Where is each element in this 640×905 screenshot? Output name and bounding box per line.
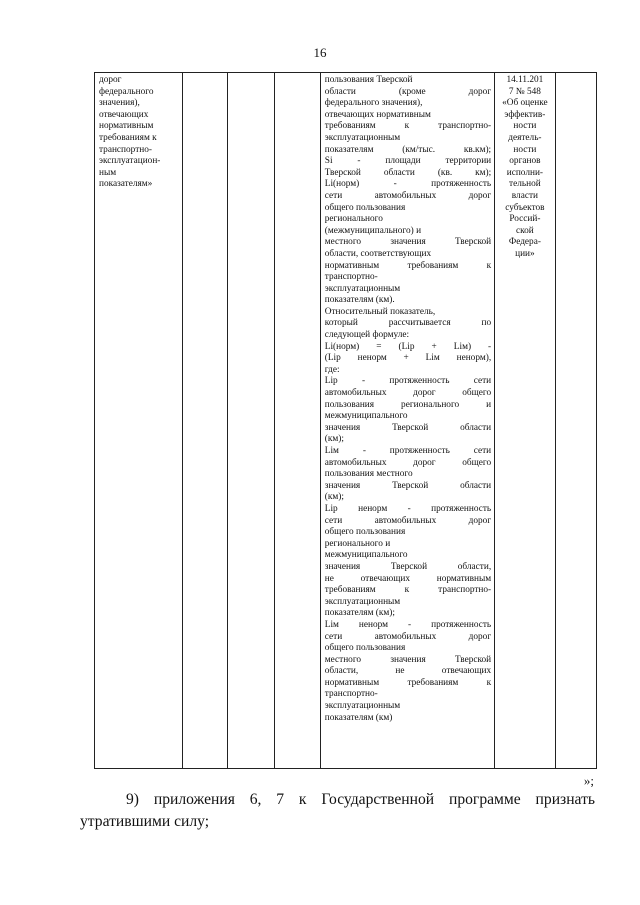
table-cell-empty: [555, 73, 596, 769]
text-line: эксплуатационным: [324, 596, 401, 607]
text-line: Liм ненорм - протяженность: [324, 619, 492, 630]
text-line: (Lip ненорм + Liм ненорм),: [324, 353, 492, 364]
text-line: показателям (км/тыс. кв.км);: [324, 144, 492, 155]
text-line: показателям»: [99, 179, 153, 190]
text-line: значения),: [99, 98, 140, 109]
text-line: области (кроме дорог: [324, 86, 492, 97]
text-line: деятель-: [508, 132, 542, 143]
text-line: эксплуатацион-: [99, 156, 161, 167]
text-line: области, соответствующих: [324, 248, 432, 259]
text-line: ской: [515, 225, 534, 236]
text-line: транспортно-: [324, 689, 378, 700]
text-line: исполни-: [506, 167, 544, 178]
text-line: эксплуатационным: [324, 701, 401, 712]
closing-quote: »;: [583, 773, 594, 788]
table-cell-empty: [275, 73, 320, 769]
text-line: тельной: [509, 179, 541, 190]
text-line: автомобильных дорог общего: [324, 388, 492, 399]
text-line: следующей формуле:: [324, 330, 410, 341]
text-line: ции»: [515, 248, 535, 259]
text-line: Россий-: [509, 214, 541, 225]
text-line: значения Тверской области: [324, 422, 492, 433]
text-line: общего пользования: [324, 202, 406, 213]
text-line: не отвечающих нормативным: [324, 573, 492, 584]
text-line: пользования местного: [324, 469, 413, 480]
text-line: показателям (км);: [324, 608, 395, 619]
text-line: эксплуатационным: [324, 283, 401, 294]
text-line: показателям (км).: [324, 295, 395, 306]
text-line: области, не отвечающих: [324, 666, 492, 677]
text-line: регионального и: [324, 538, 391, 549]
table-cell-indicator: [95, 73, 183, 769]
text-line: ным: [99, 167, 117, 178]
text-line: значения Тверской области: [324, 480, 492, 491]
text-line: межмуниципального: [324, 550, 408, 561]
paragraph-line-2: утратившими силу;: [80, 813, 210, 830]
text-line: регионального: [324, 214, 383, 225]
text-line: отвечающих: [99, 109, 149, 120]
indicator-text: [95, 73, 182, 191]
text-line: Относительный показатель,: [324, 306, 436, 317]
text-line: местного значения Тверской: [324, 237, 492, 248]
text-line: Lip - протяженность сети: [324, 376, 492, 387]
text-line: 14.11.201: [506, 75, 544, 85]
text-line: федерального значения),: [324, 98, 423, 109]
text-line: сети автомобильных дорог: [324, 515, 492, 526]
text-line: Федера-: [508, 237, 541, 248]
table-cell-empty: [182, 73, 227, 769]
text-line: 7 № 548: [508, 86, 541, 97]
text-line: Lip ненорм - протяженность: [324, 503, 492, 514]
text-line: сети автомобильных дорог: [324, 190, 492, 201]
text-line: Si - площади территории: [324, 156, 492, 167]
text-line: требованиям к транспортно-: [324, 585, 492, 596]
text-line: показателям (км): [324, 712, 393, 723]
text-line: власти: [511, 190, 538, 201]
text-line: общего пользования: [324, 643, 406, 654]
text-line: местного значения Тверской: [324, 654, 492, 665]
text-line: органов: [509, 156, 541, 167]
text-line: Li(норм) - протяженность: [324, 179, 492, 190]
text-line: (межмуниципального) и: [324, 225, 422, 236]
table-cell-source: [495, 73, 555, 769]
table-cell-empty: [228, 73, 275, 769]
text-line: пользования Тверской: [324, 75, 413, 85]
text-line: пользования регионального и: [324, 399, 492, 410]
document-table: [94, 72, 597, 769]
text-line: требованиям к транспортно-: [324, 121, 492, 132]
text-line: нормативным: [99, 121, 154, 132]
text-line: эксплуатационным: [324, 132, 401, 143]
text-line: Liм - протяженность сети: [324, 446, 492, 456]
table-row: [95, 73, 597, 769]
text-line: транспортно-: [99, 144, 152, 155]
text-line: требованиям к: [99, 132, 157, 143]
text-line: сети автомобильных дорог: [324, 631, 492, 642]
text-line: «Об оценке: [502, 98, 548, 109]
text-line: федерального: [99, 86, 154, 97]
paragraph-line-1: 9) приложения 6, 7 к Государственной программе признать: [126, 791, 595, 808]
page-number: 16: [313, 45, 327, 60]
text-line: (км);: [324, 492, 344, 503]
text-line: Тверской области (кв. км);: [324, 167, 492, 178]
text-line: (км);: [324, 434, 344, 445]
text-line: общего пользования: [324, 527, 406, 538]
text-line: ности: [513, 121, 537, 132]
text-line: транспортно-: [324, 272, 378, 283]
text-line: Li(норм) = (Lip + Liм) -: [324, 341, 492, 352]
text-line: отвечающих нормативным: [324, 109, 431, 120]
text-line: субъектов: [505, 202, 545, 213]
text-line: эффектив-: [504, 109, 546, 120]
paragraph-9: [80, 789, 595, 833]
text-line: автомобильных дорог общего: [324, 457, 492, 468]
text-line: который рассчитывается по: [324, 318, 492, 329]
text-line: межмуниципального: [324, 411, 408, 422]
text-line: ности: [513, 144, 537, 155]
text-line: дорог: [99, 75, 122, 85]
text-line: где:: [324, 364, 340, 375]
source-text: [495, 73, 554, 261]
formula-text: [321, 73, 494, 724]
table-cell-formula: [320, 73, 494, 769]
text-line: значения Тверской области,: [324, 561, 492, 572]
text-line: нормативным требованиям к: [324, 677, 492, 688]
text-line: нормативным требованиям к: [324, 260, 492, 271]
